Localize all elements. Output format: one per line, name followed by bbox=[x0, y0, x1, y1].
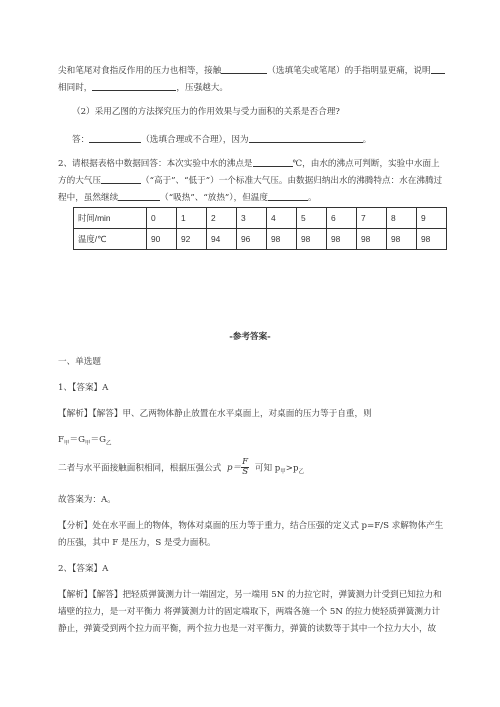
table-cell: 98 bbox=[267, 229, 297, 250]
table-cell: 98 bbox=[297, 229, 327, 250]
answer-2-text-3: 静止，弹簧受到两个拉力而平衡，两个拉力也是一对平衡力，弹簧的读数等于其中一个拉力大小，故 bbox=[58, 624, 437, 634]
table-row-temp bbox=[74, 229, 447, 250]
table-cell: 98 bbox=[327, 229, 357, 250]
table-cell: 6 bbox=[327, 208, 357, 229]
eq-lhs-sub: 甲 bbox=[63, 440, 70, 447]
table-cell: 7 bbox=[357, 208, 387, 229]
q1-text-b: （选填笔尖或笔尾）的手指明显更痛，说明 bbox=[267, 66, 431, 76]
answer-2-text-2: 墙壁的拉力，是一对平衡力 将弹簧测力计的固定端取下，两端各施一个 5N 的拉力使轻质弹簧测力计 bbox=[58, 607, 441, 617]
q2-text-c: 方的大气压 bbox=[58, 176, 101, 186]
table-cell: 4 bbox=[267, 208, 297, 229]
q2-line-2 bbox=[58, 173, 468, 187]
table-cell: 98 bbox=[417, 229, 447, 250]
q2-text-b: ℃，由水的沸点可判断，实验中水面上 bbox=[292, 159, 440, 169]
answer-1-label: 1、【答案】A bbox=[58, 383, 109, 393]
eq-rhs: ＝G bbox=[90, 435, 106, 445]
section-title: 一、单选题 bbox=[58, 357, 101, 367]
table-header-time: 时间/min bbox=[74, 208, 147, 229]
q1-line-2 bbox=[58, 80, 468, 94]
answer-prefix: 答： bbox=[72, 135, 90, 145]
table-cell: 90 bbox=[147, 229, 177, 250]
eq-mid-sub: 甲 bbox=[84, 440, 91, 447]
q1-part2-question: （2）采用乙图的方法探究压力的作用效果与受力面积的关系是否合理? bbox=[72, 107, 340, 117]
formula-conclusion-a: 可知 p bbox=[254, 463, 281, 474]
formula-conclusion-b: >p bbox=[285, 463, 299, 474]
answer-1-comment-2: 的压强，其中 F 是压力，S 是受力面积。 bbox=[58, 538, 216, 548]
table-cell: 8 bbox=[387, 208, 417, 229]
q2-text-f: （“吸热”、“放热”），但温度 bbox=[160, 193, 268, 203]
table-cell: 3 bbox=[237, 208, 267, 229]
part2-blank-1[interactable] bbox=[89, 132, 141, 143]
q2-line-1 bbox=[58, 156, 468, 170]
formula-fraction bbox=[241, 458, 249, 477]
answer-1-choice: 故答案为：A。 bbox=[58, 495, 116, 505]
table-cell: 92 bbox=[177, 229, 207, 250]
table-cell: 2 bbox=[207, 208, 237, 229]
part2-text-b: （选填合理或不合理），因为 bbox=[141, 135, 249, 145]
boiling-data-table bbox=[73, 207, 447, 250]
q1-blank-1[interactable] bbox=[221, 63, 267, 74]
answer-2-label: 2、【答案】A bbox=[58, 564, 109, 574]
table-cell: 9 bbox=[417, 208, 447, 229]
q2-line-3 bbox=[58, 190, 468, 204]
answers-heading: -参考答案- bbox=[229, 332, 271, 342]
answer-2-text-1: 【解析】【解答】把轻质弹簧测力计一端固定，另一端用 5N 的力拉它时，弹簧测力计受到已知拉力和 bbox=[58, 590, 442, 600]
answer-1-equation bbox=[58, 434, 468, 450]
q2-blank-3[interactable] bbox=[118, 190, 160, 201]
table-cell: 96 bbox=[237, 229, 267, 250]
q1-blank-2[interactable] bbox=[431, 63, 445, 74]
part2-text-c: 。 bbox=[362, 135, 372, 145]
q1-line-1 bbox=[58, 63, 468, 77]
table-cell: 5 bbox=[297, 208, 327, 229]
table-cell: 94 bbox=[207, 229, 237, 250]
q1-text-c: 相同时， bbox=[58, 83, 93, 93]
answer-1-formula-line bbox=[58, 457, 468, 483]
table-cell: 0 bbox=[147, 208, 177, 229]
table-cell: 98 bbox=[387, 229, 417, 250]
q1-text-a: 尖和笔尾对食指反作用的压力也相等，接触 bbox=[58, 66, 222, 76]
formula-sub-2: 乙 bbox=[298, 469, 305, 476]
q1-blank-3[interactable] bbox=[92, 80, 176, 91]
answer-1-analysis: 【解析】【解答】甲、乙两物体静止放置在水平桌面上，对桌面的压力等于自重，则 bbox=[58, 409, 372, 419]
q2-text-e: 程中，虽然继续 bbox=[58, 193, 119, 203]
eq-mid: ＝G bbox=[69, 435, 85, 445]
formula-p: p bbox=[227, 463, 233, 473]
formula-sub-1: 甲 bbox=[280, 469, 286, 476]
q2-text-g: 。 bbox=[307, 193, 317, 203]
table-cell: 98 bbox=[357, 229, 387, 250]
q2-text-a: 2、请根据表格中数据回答：本次实验中水的沸点是 bbox=[58, 159, 253, 169]
eq-rhs-sub: 乙 bbox=[105, 440, 112, 447]
part2-blank-2[interactable] bbox=[249, 132, 363, 143]
table-row-time bbox=[74, 208, 447, 229]
q1-part2-answer bbox=[72, 132, 482, 146]
answer-1-comment-1: 【分析】处在水平面上的物体，物体对桌面的压力等于重力，结合压强的定义式 p=F/S 求解物体产生 bbox=[58, 521, 444, 531]
formula-intro: 二者与水平面接触面积相同，根据压强公式 bbox=[58, 463, 222, 474]
formula-numerator: F bbox=[242, 457, 249, 467]
q2-blank-2[interactable] bbox=[101, 173, 141, 184]
q2-blank-1[interactable] bbox=[253, 156, 293, 167]
table-cell: 1 bbox=[177, 208, 207, 229]
q1-text-d: ，压强越大。 bbox=[176, 83, 228, 93]
eq-lhs: F bbox=[58, 435, 64, 445]
table-header-temp: 温度/℃ bbox=[74, 229, 147, 250]
formula-eq: ＝ bbox=[232, 463, 242, 473]
pressure-formula bbox=[227, 457, 249, 479]
q2-blank-4[interactable] bbox=[268, 190, 308, 201]
formula-denominator: S bbox=[242, 467, 249, 477]
q2-text-d: （“高于”、“低于”）一个标准大气压。由数据归纳出水的沸腾特点：水在沸腾过 bbox=[140, 176, 443, 186]
